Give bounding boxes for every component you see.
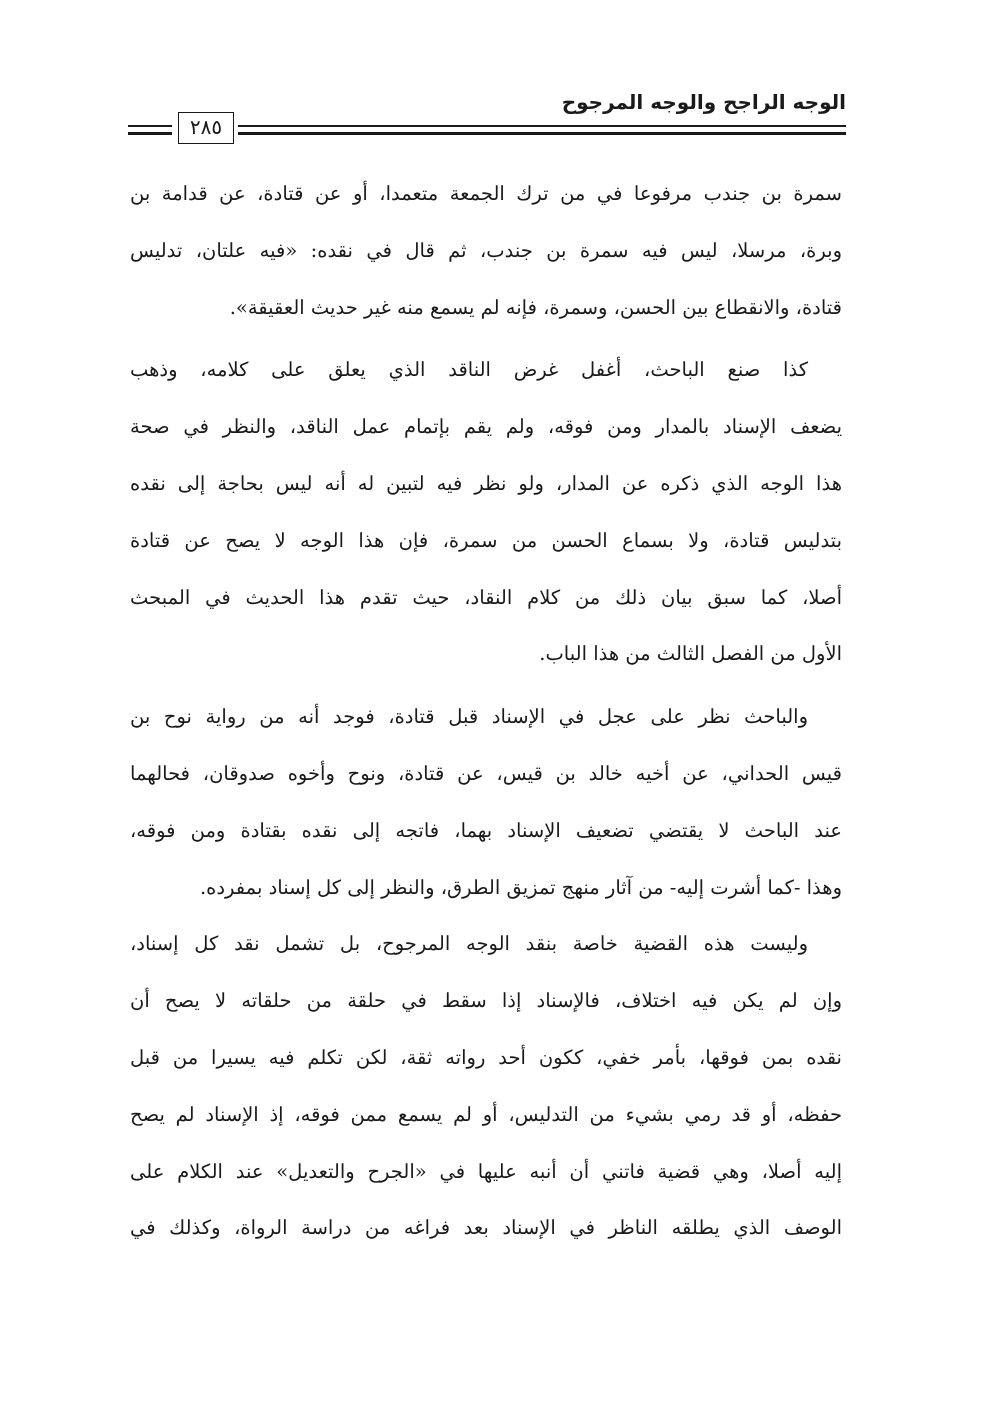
text-line: بتدليس قتادة، ولا بسماع الحسن من سمرة، فإن هذا الوجه لا يصح عن قتادة [130,528,842,552]
paragraph-4 [130,916,842,1257]
text-line: وبرة، مرسلا، ليس فيه سمرة بن جندب، ثم قال في نقده: «فيه علتان، تدليس [130,238,842,262]
text-line: الأول من الفصل الثالث من هذا الباب. [539,642,842,666]
text-line: سمرة بن جندب مرفوعا في من ترك الجمعة متعمدا، أو عن قتادة، عن قدامة بن [130,182,842,205]
text-line: يضعف الإسناد بالمدار ومن فوقه، ولم يقم بإتمام عمل الناقد، والنظر في صحة [130,415,842,439]
header-rule-top [238,125,846,127]
header-rule-bottom [238,132,846,135]
paragraph-3 [130,689,842,916]
paragraph-2 [130,342,842,683]
text-line: هذا الوجه الذي ذكره عن المدار، ولو نظر فيه لتبين له أنه ليس بحاجة إلى نقده [130,471,842,495]
main-text [130,166,842,1257]
text-line: وإن لم يكن فيه اختلاف، فالإسناد إذا سقط في حلقة من حلقاته لا يصح أن [130,989,842,1013]
text-line: الوصف الذي يطلقه الناظر في الإسناد بعد فراغه من دراسة الرواة، وكذلك في [130,1216,842,1240]
paragraph-1 [130,166,842,336]
running-title: الوجه الراجح والوجه المرجوح [561,90,846,114]
page-number-box: ٢٨٥ [178,112,234,144]
text-line: والباحث نظر على عجل في الإسناد قبل قتادة، فوجد أنه من رواية نوح بن [130,705,808,729]
text-line: نقده بمن فوقها، بأمر خفي، ككون أحد رواته ثقة، لكن تكلم فيه يسيرا من قبل [130,1045,842,1069]
text-line: كذا صنع الباحث، أغفل غرض الناقد الذي يعلق على كلامه، وذهب [130,358,808,382]
text-line: إليه أصلا، وهي قضية فاتني أن أنبه عليها في «الجرح والتعديل» عند الكلام على [130,1159,842,1183]
page-header [128,82,846,154]
text-line: قيس الحداني، عن أخيه خالد بن قيس، عن قتادة، ونوح وأخوه صدوقان، فحالهما [130,761,842,785]
header-rule-left-bottom [128,132,172,135]
header-rule-left-top [128,125,172,127]
text-line: عند الباحث لا يقتضي تضعيف الإسناد بهما، فاتجه إلى نقده بقتادة ومن فوقه، [130,818,842,842]
text-line: وليست هذه القضية خاصة بنقد الوجه المرجوح، بل تشمل نقد كل إسناد، [130,932,808,956]
text-line: وهذا -كما أشرت إليه- من آثار منهج تمزيق الطرق، والنظر إلى كل إسناد بمفرده. [199,875,842,899]
text-line: حفظه، أو قد رمي بشيء من التدليس، أو لم يسمع ممن فوقه، إذ الإسناد لم يصح [130,1102,842,1126]
text-line: أصلا، كما سبق بيان ذلك من كلام النقاد، حيث تقدم هذا الحديث في المبحث [130,585,842,609]
text-line: قتادة، والانقطاع بين الحسن، وسمرة، فإنه لم يسمع منه غير حديث العقيقة». [229,295,842,319]
